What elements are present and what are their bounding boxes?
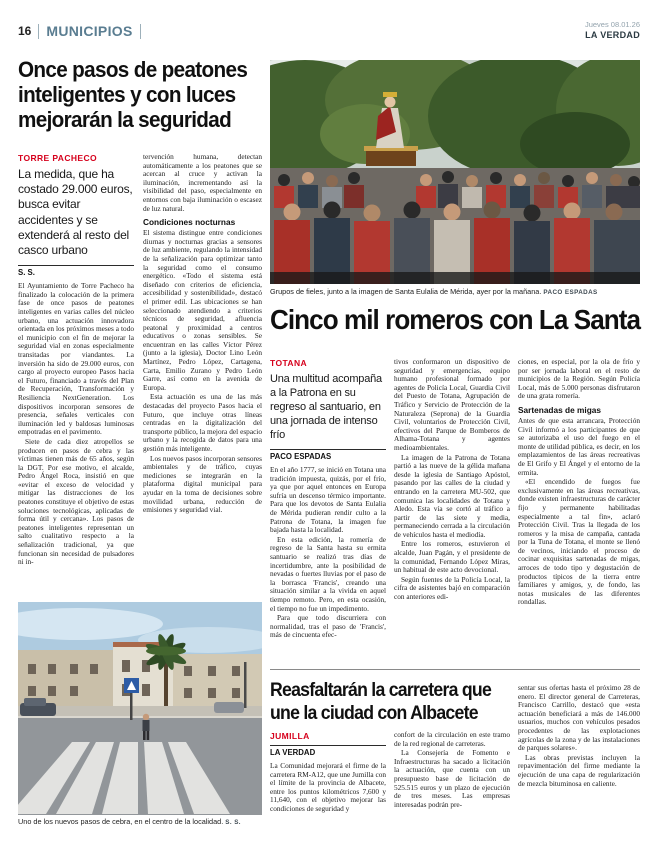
body-paragraph: confort de la circulación en este tramo de la red regional de carreteras. (394, 731, 510, 748)
bottom-article-column-3 (518, 684, 640, 849)
photo-caption: Grupos de fieles, junto a la imagen de Santa Eulalia de Mérida, ayer por la mañana. (270, 287, 542, 296)
body-paragraph: Siete de cada diez atropellos se producen en pasos de cebra y las víctimas tienen más de 65 años, según la DGT. Por ese motivo, el alcalde, Pedro Ángel Roca, insistió en que «evitar el exceso de velocidad y mitigar las distracciones de los peatones constituye el objetivo de estas soluciones tecnológicas, aplicadas de forma útil y cercana». Los pasos de peatones inteligentes representan un salto cualitativo respecto a la señalización tradicional, ya que funcionan sin necesidad de pulsadores ni in- (18, 436, 134, 567)
headline-line: une la ciudad con Albacete (270, 703, 478, 724)
photo-caption: Uno de los nuevos pasos de cebra, en el centro de la localidad. (18, 817, 224, 826)
main-article-column-1 (270, 358, 386, 664)
body-paragraph: Según fuentes de la Policía Local, la cifra de asistentes bajó en comparación con anteriores edi- (394, 574, 510, 602)
headline-line: Reasfaltarán la carretera que (270, 680, 492, 701)
header-divider (140, 24, 141, 39)
street-crossing-photo (18, 602, 262, 815)
headline-line: Once pasos de peatones (18, 57, 248, 82)
standfirst: Una multitud acompaña a la Patrona en su regreso al santuario, en una jornada de intenso frío (270, 373, 382, 441)
body-paragraph: La Consejería de Fomento e Infraestructuras ha sacado a licitación la actuación, que cuenta con un presupuesto base de licitación de 525.515 euros y un plazo de ejecución de tres meses. Las empresas interesadas podrán pre- (394, 748, 510, 809)
body-paragraph: tivos conformaron un dispositivo de seguridad y emergencias, equipo humano profesional formado por agentes de Policía Local, Guardia Civil del Puesto de Totana, Agrupación de Tráfico y Servicio de Protección de la Naturaleza (Seprona) de la Guardia Civil, voluntarios de Protección Civil, efectivos del Parque de Bomberos de Alhama-Totana y agentes medioambientales. (394, 358, 510, 452)
byline: PACO ESPADAS (270, 449, 386, 461)
headline-line: inteligentes y con luces (18, 82, 236, 107)
edition-date: Jueves 08.01.26 (584, 20, 640, 29)
body-paragraph: El sistema distingue entre condiciones diurnas y nocturnas gracias a sensores de luz ambiente, regulando la intensidad de la señalización para optimizar tanto la seguridad como el consumo energético. «Todo el sistema está diseñado con criterios de eficiencia, accesibilidad y sostenibilidad», destacó el primer edil. Las ubicaciones se han seleccionado atendiendo a criterios técnicos de seguridad, afluencia peatonal y proximidad a centros educativos o zonas sensibles. Se encuentran en las calles Víctor Pérez (junto a la iglesia), Doctor Lino León Martínez, Pedro López, Cartagena, Carta, Emilio Zurano y Pedro León Garre, así como en la avenida de Europa. (143, 228, 262, 392)
body-paragraph: Antes de que esta arrancara, Protección Civil informó a los participantes de que se autorizaba el uso del fuego en el monte de utilidad pública, es decir, en los emplazamientos de las áreas recreativas de El Grifo y El Ángel y el entorno de la ermita. (518, 415, 640, 477)
body-paragraph: ciones, en especial, por la ola de frío y por ser jornada laboral en el resto de municipios de la Región. Según Policía Local, más de 5.000 personas disfrutaron de una grata romería. (518, 358, 640, 401)
photo-credit: PACO ESPADAS (543, 289, 598, 296)
body-paragraph: En esta edición, la romería de regreso de la Santa hasta su ermita santuario se realizó tras días de incertidumbre, ante la posibilidad de nevadas o fuertes lluvias por el paso de la borrasca 'Francis', creando una situación similar a la vivida en aquel tiempo remoto. Pero, en esta ocasión, el tiempo no fue un impedimento. (270, 534, 386, 613)
body-paragraph: Esta actuación es una de las más destacadas del proyecto Pasos hacia el Futuro, que incluye otras líneas centradas en la digitalización del transporte público, la mejora del espacio urbano y la recogida de datos para una gestión más inteligente. (143, 392, 262, 453)
article-divider (270, 669, 640, 670)
edition-info (585, 21, 640, 40)
street-crossing-illustration (18, 602, 262, 815)
standfirst: La medida, que ha costado 29.000 euros, busca evitar accidentes y se extenderá al resto del casco urbano (18, 167, 133, 258)
body-paragraph: Entre los romeros, estuvieron el alcalde, Juan Pagán, y el presidente de la comunidad, Fernando López Miras, un habitual de este acto devocional. (394, 539, 510, 575)
byline: LA VERDAD (270, 745, 386, 757)
byline: S. S. (18, 265, 134, 277)
bottom-article-column-2 (394, 731, 510, 850)
main-article-column-3 (518, 358, 640, 664)
procession-photo (270, 60, 640, 284)
body-paragraph: tervención humana, detectan automáticamente a los peatones que se acercan al cruce y activan la iluminación, incrementando así la visibilidad del paso, especialmente en entornos con baja iluminación o escasez de luz natural. (143, 153, 262, 213)
header-divider (38, 24, 39, 39)
headline-main-article (270, 304, 642, 336)
crosshead: Sartenadas de migas (518, 404, 602, 415)
body-paragraph: Para que todo discurriera con normalidad, tras el paso de 'Francis', más de cincuenta efec- (270, 613, 386, 640)
page-number: 16 (18, 24, 32, 38)
crosshead: Condiciones nocturnas (143, 217, 236, 228)
body-paragraph: El Ayuntamiento de Torre Pacheco ha finalizado la colocación de la primera fase de once pasos de peatones inteligentes en varias calles del núcleo urbano, una actuación innovadora orientada en los próximos meses a todo el municipio con el fin de mejorar la seguridad vial en zonas especialmente transitadas por viandantes. La inversión ha sido de 29.000 euros, con cargo al proyecto europeo Pasos hacia el Futuro, financiado a través del Plan de Recuperación, Transformación y Resiliencia NextGeneration. Los dispositivos incorporan sensores de presencia, señales verticales con iluminación led y baldosas luminosas empotradas en el pavimento. (18, 281, 134, 437)
headline-bottom-article (270, 679, 519, 725)
page-header (18, 23, 141, 39)
headline-line: Cinco mil romeros con La Santa (270, 304, 641, 335)
body-paragraph: sentar sus ofertas hasta el próximo 28 de enero. El director general de Carreteras, Francisco Carrillo, destacó que «esta actuación beneficiará a más de 146.000 usuarios, muchos con vehículos pesados procedentes de las explotaciones agrícolas de la zona y de las instalaciones de parques solares». (518, 684, 640, 753)
body-paragraph: «El encendido de fuegos fue exclusivamente en las áreas recreativas, donde existen infraestructuras de carácter fijo y permanente habilitadas especialmente a tal fin», aclaró Protección Civil. Tras la llegada de los romeros y la misa de campaña, cantada por la Tuna de Totana, el monte se llenó de vecinos, iniciando el proceso de cocinar exquisitas sartenadas de migas, arroces de todo tipo y degustación de productos típicos de la tierra entre familiares y amigos, y, de fondo, las notas musicales de las diferentes rondallas. (518, 477, 640, 607)
body-paragraph: La imagen de la Patrona de Totana partió a las nueve de la gélida mañana desde la iglesia de Santiago Apóstol, pasando por las calles de la ciudad y entrando en la carretera MU-502, que comunica las localidades de Totana y Aledo. Esta vía se cortó al tráfico a partir de las siete y media, permaneciendo cerrada a la circulación de vehículos hasta el mediodía. (394, 452, 510, 539)
left-article-column-2 (143, 153, 262, 599)
photo-caption-main (270, 288, 640, 297)
main-article-column-2 (394, 358, 510, 664)
headline-line: mejorarán la seguridad (18, 107, 232, 132)
body-paragraph: La Comunidad mejorará el firme de la carretera RM-A12, que une Jumilla con el límite de la provincia de Albacete, entre los puntos kilométricos 7,600 y 11,640, con el objetivo mejorar las condiciones de seguridad y (270, 761, 386, 813)
photo-caption-left (18, 818, 262, 827)
section-title: MUNICIPIOS (46, 23, 133, 39)
bottom-article-column-1 (270, 731, 386, 850)
procession-illustration (270, 60, 640, 284)
photo-credit: S. S. (225, 819, 241, 826)
body-paragraph: En el año 1777, se inició en Totana una tradición impuesta, quizás, por el frío, ya que por aquel entonces en Europa sufría un descenso térmico importante. Para que los devotos de Santa Eulalia de Mérida pudieran rendir culto a la Patrona de Totana, la imagen fue bajada hasta la localidad. (270, 465, 386, 535)
left-article-column-1 (18, 153, 134, 599)
body-paragraph: Los nuevos pasos incorporan sensores ambientales y de tráfico, cuyas mediciones se integrarán en la plataforma digital municipal para ayudar en la toma de decisiones sobre movilidad urbana, reducción de emisiones y seguridad vial. (143, 453, 262, 515)
body-paragraph: Las obras previstas incluyen la repavimentación del firme mediante la ejecución de una capa de regularización de mezcla bituminosa en caliente. (518, 752, 640, 788)
kicker: TORRE PACHECO (18, 153, 98, 163)
kicker: JUMILLA (270, 731, 310, 741)
kicker: TOTANA (270, 358, 308, 368)
headline-left-article (18, 57, 264, 132)
masthead: LA VERDAD (585, 29, 640, 40)
